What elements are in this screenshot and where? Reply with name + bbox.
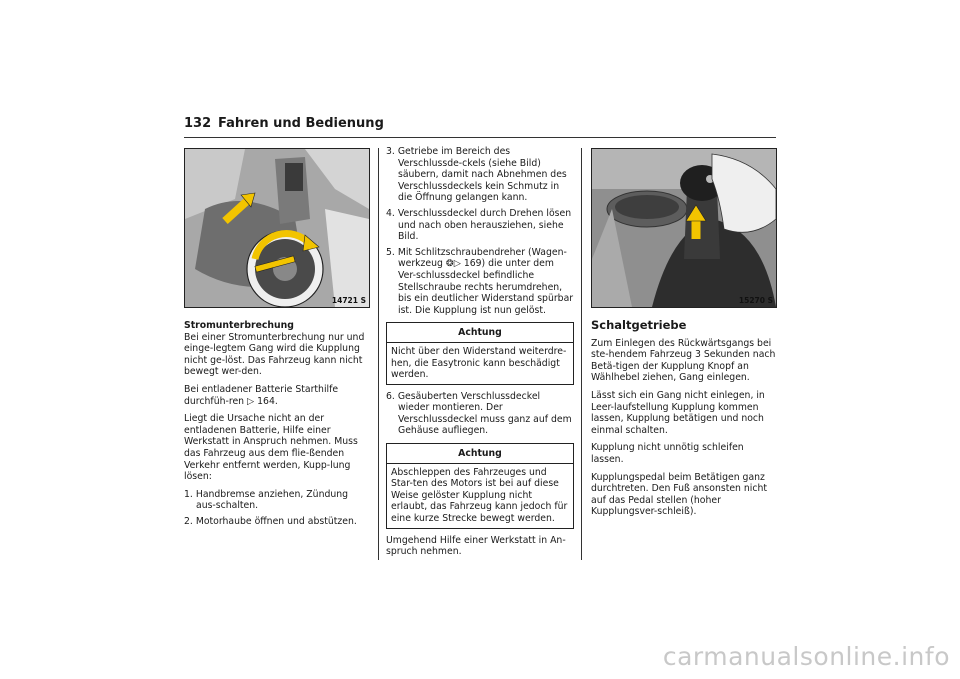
list-item-tool (386, 247, 574, 317)
subtitle-stromunterbrechung: Stromunterbrechung (184, 320, 294, 331)
header-rule (184, 137, 776, 138)
list-item: 1. Handbremse anziehen, Zündung aus-schalten. (184, 488, 349, 512)
column-divider-1 (378, 148, 379, 560)
warning-text: Nicht über den Widerstand weiterdre-hen, die Easytronic kann beschädigt werden. (391, 345, 567, 381)
page-reference-icon: ▷ (453, 258, 461, 270)
gear-shift-figure (591, 148, 777, 308)
warning-title: Achtung (387, 444, 573, 464)
gear-lever-illustration (592, 149, 776, 307)
list-item: 3. Getriebe im Bereich des Verschlussde-ckels (siehe Bild) säubern, damit nach Abnehmen des Verschlussdeckels kein Schmutz in die Öffnung gelangen kann. (386, 146, 567, 204)
warning-text: Abschleppen des Fahrzeuges und Star-ten des Motors ist bei auf diese Weise gelöster Kupplung nicht erlaubt, das Fahrzeug kann jedoch für eine kurze Strecke bewegt werden. (391, 466, 568, 525)
warning-box (386, 443, 574, 529)
page-reference: 164. (254, 395, 278, 407)
section-title: Schaltgetriebe (591, 318, 687, 332)
column-2-text (386, 146, 574, 564)
step-list (386, 391, 574, 437)
step-list (386, 146, 574, 316)
page-header (184, 116, 776, 138)
paragraph-starthilfe (184, 384, 370, 407)
step-text: 5. Mit Schlitzschraubendreher (Wagen-werkzeug (386, 246, 567, 270)
warning-title: Achtung (387, 323, 573, 343)
step-list (184, 489, 370, 528)
list-item: 4. Verschlussdeckel durch Drehen lösen und nach oben herausziehen, siehe Bild. (386, 207, 572, 243)
paragraph: Liegt die Ursache nicht an der entladenen Batterie, Hilfe einer Werkstatt in Anspruch nehmen. Muss das Fahrzeug aus dem flie-ßenden Verkehr entfernt werden, Kupp-lung lösen: (184, 413, 358, 483)
paragraph-text: Bei entladener Batterie Starthilfe durchfüh-ren (184, 383, 339, 407)
figure-code: 14721 S (331, 296, 366, 305)
page-number: 132 (184, 116, 212, 131)
paragraph: Kupplungspedal beim Betätigen ganz durchtreten. Den Fuß ansonsten nicht auf das Pedal stellen (hoher Kupplungsver-schleiß). (591, 471, 768, 518)
paragraph: Umgehend Hilfe einer Werkstatt in An-spruch nehmen. (386, 534, 566, 558)
column-3-text (591, 320, 779, 524)
watermark: carmanualsonline.info (662, 642, 950, 671)
column-1-text (184, 320, 370, 534)
clutch-release-figure (184, 148, 370, 308)
engine-bay-illustration (185, 149, 369, 307)
list-item: 6. Gesäuberten Verschlussdeckel wieder montieren. Der Verschlussdeckel muss ganz auf dem Gehäuse aufliegen. (386, 390, 572, 437)
page-reference-icon: ▷ (247, 395, 255, 407)
column-divider-2 (581, 148, 582, 560)
warning-box (386, 322, 574, 384)
list-item: 2. Motorhaube öffnen und abstützen. (184, 515, 357, 527)
figure-code: 15270 S (738, 296, 773, 305)
paragraph: Bei einer Stromunterbrechung nur und einge-legtem Gang wird die Kupplung nicht ge-löst. Das Fahrzeug kann nicht bewegt wer-den. (184, 331, 365, 378)
tool-icon: ❂ (445, 258, 454, 270)
step-text: 169) die unter dem Ver-schlussdeckel befindliche Stellschraube rechts herumdrehen, bis ein deutlicher Widerstand spürbar ist. Die Kupplung ist nun gelöst. (398, 258, 574, 316)
paragraph: Lässt sich ein Gang nicht einlegen, in Leer-laufstellung Kupplung kommen lassen, Kupplung betätigen und noch einmal schalten. (591, 389, 765, 436)
paragraph: Kupplung nicht unnötig schleifen lassen. (591, 442, 744, 465)
chapter-title: Fahren und Bedienung (218, 116, 384, 131)
paragraph: Zum Einlegen des Rückwärtsgangs bei ste-hendem Fahrzeug 3 Sekunden nach Betä-tigen der Kupplung Knopf an Wählhebel ziehen, Gang einlegen. (591, 337, 776, 384)
